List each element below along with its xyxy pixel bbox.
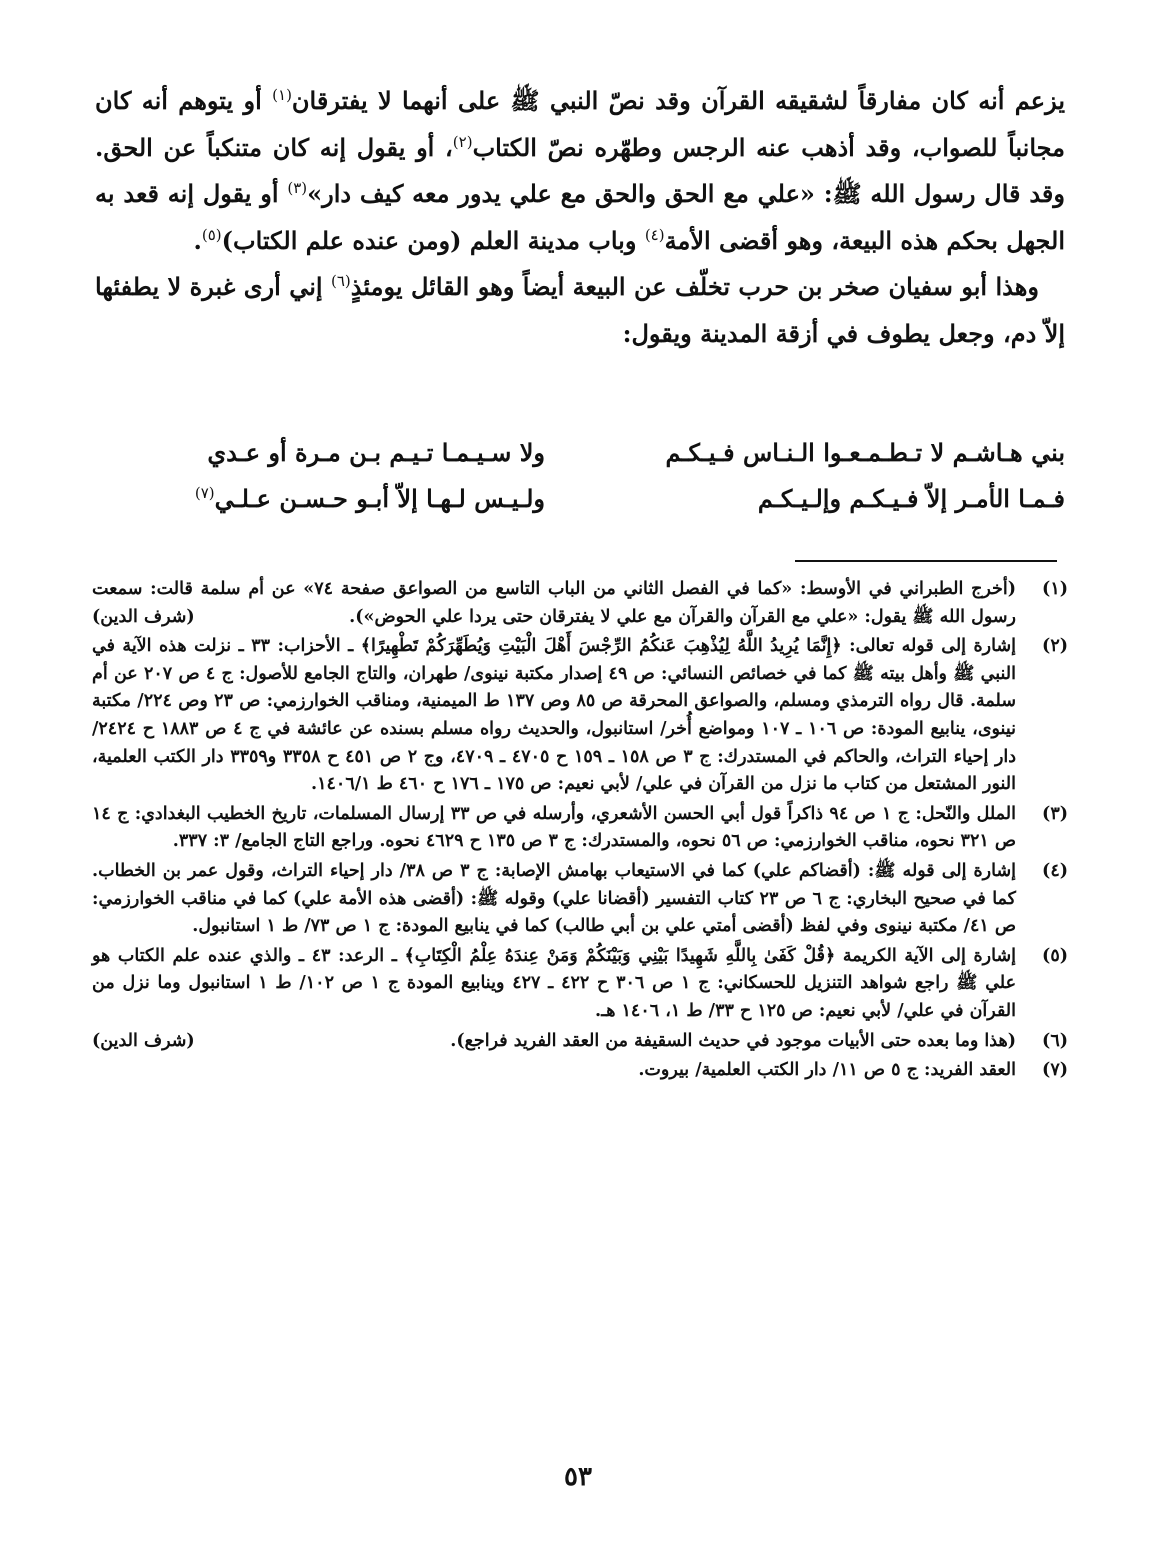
footnote: [92, 943, 1068, 1026]
footnote-body: [92, 858, 1016, 941]
footnote-text: إشارة إلى قوله ﷺ: (أقضاكم علي) كما في الاستيعاب بهامش الإصابة: ج ٣ ص ٣٨/ دار إحياء التراث، وقول عمر بن الخطاب. كما في صحيح البخاري: ج ٦ ص ٢٣ كتاب التفسير (أقضانا علي) وقوله ﷺ: (أقضى هذه الأمة علي) كما في مناقب الخوارزمي: ص ٤١/ مكتبة نينوى وفي لفظ (أقضى أمتي علي بن أبي طالب) كما في ينابيع المودة: ج ١ ص ٧٣/ ط ١ استانبول.: [92, 860, 1017, 937]
footnote: [92, 858, 1068, 941]
footnote-text: (أخرج الطبراني في الأوسط: «كما في الفصل الثاني من الباب التاسع من الصواعق صفحة ٧٤» عن أم سلمة قالت: سمعت رسول الله ﷺ يقول: «علي مع القرآن والقرآن مع علي لا يفترقان حتى يردا علي الحوض»).: [92, 579, 1016, 627]
footnote-number: (٤): [1042, 860, 1068, 881]
footnote-number: (٣): [1042, 803, 1068, 824]
footnote-ref-3: (٣): [287, 179, 308, 197]
footnote-number: (٢): [1042, 636, 1068, 657]
footnote-text: إشارة إلى قوله تعالى: ﴿إِنَّمَا يُرِيدُ اللَّهُ لِيُذْهِبَ عَنكُمُ الرِّجْسَ أَهْلَ الْبَيْتِ وَيُطَهِّرَكُمْ تَطْهِيرًا﴾ ـ الأحزاب: ٣٣ ـ نزلت هذه الآية في النبي ﷺ وأهل بيته ﷺ كما في خصائص النسائي: ص ٤٩ إصدار مكتبة نينوى/ طهران، والتاج الجامع للأصول: ج ٤ ص ٢٠٧ عن أم سلمة. قال رواه الترمذي ومسلم، والصواعق المحرقة ص ٨٥ وص ١٣٧ ط الميمنية، ومناقب الخوارزمي: ص ٢٣ وص ٢٢٤/ مكتبة نينوى، ينابيع المودة: ص ١٠٦ ـ ١٠٧ ومواضع أُخر/ استانبول، والحديث رواه مسلم بسنده عن عائشة في ج ٤ ص ١٨٨٣ ح ٢٤٢٤/ دار إحياء التراث، والحاكم في المستدرك: ج ٣ ص ١٥٨ ـ ١٥٩ ح ٤٧٠٥ ـ ٤٧٠٩، وج ٢ ص ٤٥١ ح ٣٣٥٨ و٣٣٥٩ دار الكتب العلمية، النور المشتعل من كتاب ما نزل من القرآن في علي/ لأبي نعيم: ص ١٧٥ ـ ١٧٦ ح ٤٦٠ ط ١٤٠٦/١.: [92, 636, 1017, 795]
hemistich-text: ولـيـس لـهـا إلاّ أبـو حـسـن عـلـي: [214, 484, 545, 513]
text-span: ، أو يقول إنه كان متنكباً عن الحق. وقد قال رسول الله ﷺ: «علي مع الحق والحق مع علي يدور معه كيف دار»: [95, 132, 1065, 208]
footnotes: [92, 576, 1068, 1087]
text-span: يزعم أنه كان مفارقاً لشقيقه القرآن وقد نصّ النبي ﷺ على أنهما لا يفترقان: [291, 86, 1065, 115]
footnote: [92, 576, 1068, 631]
footnote-text: العقد الفريد: ج ٥ ص ١١/ دار الكتب العلمية/ بيروت.: [638, 1060, 1016, 1081]
footnote-text: إشارة إلى الآية الكريمة ﴿قُلْ كَفَىٰ بِاللَّهِ شَهِيدًا بَيْنِي وَبَيْنَكُمْ وَمَنْ عِندَهُ عِلْمُ الْكِتَابِ﴾ ـ الرعد: ٤٣ ـ والذي عنده علم الكتاب هو علي ﷺ راجع شواهد التنزيل للحسكاني: ج ١ ص ٣٠٦ ح ٤٢٢ ـ ٤٢٧ وينابيع المودة ج ١ ص ١٠٢/ ط ١ استانبول وما نزل من القرآن في علي/ لأبي نعيم: ص ١٢٥ ح ٣٣/ ط ١، ١٤٠٦ هـ.: [92, 945, 1017, 1021]
main-text: [95, 78, 1065, 357]
footnote-number: (٧): [1042, 1060, 1068, 1081]
footnote: [92, 1028, 1068, 1056]
text-span: أو يتوهم أنه كان مجانباً للصواب، وقد أذهب عنه الرجس وطهّره نصّ الكتاب: [95, 86, 1065, 162]
footnote-ref-6: (٦): [330, 272, 351, 290]
poem-verse: [95, 430, 1065, 476]
footnote-signature: (شرف الدين): [92, 1030, 195, 1051]
footnote-body: [92, 576, 1016, 631]
text-span: إني أرى غبرة لا يطفئها إلاّ دم، وجعل يطوف في أزقة المدينة ويقول:: [95, 272, 1065, 348]
footnote-body: [92, 801, 1016, 856]
poem-second-hemistich: [95, 430, 545, 476]
footnote-ref-2: (٢): [452, 132, 473, 151]
footnote-ref-1: (١): [272, 86, 292, 104]
text-span: أو يقول إنه قعد به الجهل بحكم هذه البيعة، وهو أقضى الأمة: [95, 179, 1065, 255]
paragraph-1: [95, 78, 1065, 264]
footnote-ref-5: (٥): [201, 225, 222, 244]
footnote-number: (١): [1042, 579, 1068, 599]
footnote-ref-4: (٤): [644, 225, 665, 244]
text-span: .: [193, 225, 202, 255]
hemistich-text: ولا سـيـمـا تـيـم بـن مـرة أو عـدي: [207, 438, 545, 467]
poem: [95, 430, 1065, 522]
footnote-divider: [795, 560, 1057, 562]
footnote: [92, 801, 1068, 856]
footnote-number: (٥): [1042, 945, 1068, 966]
footnote-text: الملل والنّحل: ج ١ ص ٩٤ ذاكراً قول أبي الحسن الأشعري، وأرسله في ص ٣٣ إرسال المسلمات، تاريخ الخطيب البغدادي: ج ١٤ ص ٣٢١ نحوه، مناقب الخوارزمي: ص ٥٦ نحوه، والمستدرك: ج ٣ ص ١٣٥ ح ٤٦٢٩ نحوه. وراجع التاج الجامع/ ٣: ٣٣٧.: [92, 803, 1016, 852]
footnote-body: [92, 1028, 1016, 1056]
footnote-text: (هذا وما بعده حتى الأبيات موجود في حديث السقيفة من العقد الفريد فراجع).: [450, 1030, 1016, 1051]
footnote-number: (٦): [1042, 1030, 1068, 1051]
poem-first-hemistich: بني هـاشـم لا تـطـمـعـوا الـنـاس فـيـكـم: [665, 438, 1065, 467]
page-number: ٥٣: [564, 1462, 592, 1492]
paragraph-2: [95, 264, 1065, 357]
footnote: [92, 633, 1068, 799]
footnote: [92, 1057, 1068, 1085]
poem-second-hemistich: [95, 476, 545, 522]
poem-verse: [95, 476, 1065, 522]
footnote-body: [92, 633, 1016, 799]
text-span: وهذا أبو سفيان صخر بن حرب تخلّف عن البيعة أيضاً وهو القائل يومئذٍ: [350, 272, 1040, 301]
footnote-ref-7: (٧): [194, 484, 215, 502]
text-span: وباب مدينة العلم (ومن عنده علم الكتاب): [221, 225, 645, 255]
footnote-signature: (شرف الدين): [92, 606, 195, 627]
footnote-body: [92, 1057, 1016, 1085]
poem-first-hemistich: فـمـا الأمـر إلاّ فـيـكـم وإلـيـكـم: [757, 484, 1065, 513]
footnote-body: [92, 943, 1016, 1026]
